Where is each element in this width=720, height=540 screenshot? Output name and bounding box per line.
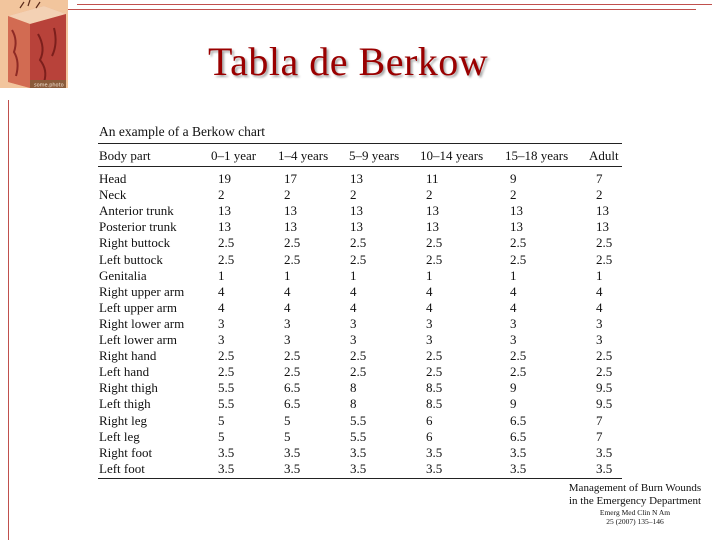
row-value-cell: 13 [596, 219, 609, 235]
row-value-cell: 3 [284, 332, 291, 347]
table-row [99, 187, 623, 203]
row-value-cell: 2.5 [426, 235, 443, 251]
row-value-cell: 7 [596, 171, 603, 186]
row-value-cell: 13 [218, 219, 231, 235]
row-value-cell: 13 [510, 203, 523, 219]
table-row [99, 300, 623, 316]
row-value-cell: 13 [350, 219, 363, 235]
table-header-row [99, 148, 623, 164]
row-body-part-label: Head [99, 171, 127, 186]
row-value-cell: 3.5 [426, 460, 443, 476]
row-value-cell: 1 [218, 267, 225, 283]
row-value-cell: 2.5 [596, 364, 613, 380]
row-value-cell: 3 [510, 315, 517, 331]
row-value-cell: 3.5 [218, 444, 235, 460]
row-value-cell: 13 [284, 203, 297, 219]
row-body-part-label: Left hand [99, 364, 150, 380]
row-value-cell: 13 [284, 219, 297, 235]
row-value-cell: 4 [596, 299, 603, 315]
row-value-cell: 2.5 [218, 251, 235, 267]
table-caption: An example of a Berkow chart [99, 124, 266, 139]
row-value-cell: 2.5 [218, 235, 235, 251]
table-row [99, 171, 623, 187]
row-value-cell: 2.5 [284, 235, 301, 251]
row-value-cell: 9 [510, 380, 517, 396]
citation-line-2: in the Emergency Department [568, 495, 702, 507]
row-value-cell: 6 [426, 428, 433, 444]
row-value-cell: 17 [284, 171, 297, 186]
row-value-cell: 4 [284, 283, 291, 299]
table-row [99, 348, 623, 364]
row-value-cell: 3 [596, 315, 603, 331]
row-body-part-label: Left thigh [99, 396, 151, 412]
row-value-cell: 19 [218, 171, 231, 186]
row-body-part-label: Left lower arm [99, 332, 177, 347]
row-value-cell: 1 [596, 267, 603, 283]
row-value-cell: 2.5 [596, 348, 613, 364]
row-value-cell: 8 [350, 380, 357, 396]
table-top-rule [98, 143, 622, 144]
row-value-cell: 3.5 [218, 460, 235, 476]
skin-layers-thumbnail [0, 0, 68, 88]
row-value-cell: 6.5 [510, 412, 527, 428]
header-15-18-years: 15–18 years [505, 148, 569, 163]
row-body-part-label: Left upper arm [99, 299, 177, 315]
row-value-cell: 2.5 [426, 251, 443, 267]
row-value-cell: 5.5 [218, 380, 235, 396]
row-value-cell: 3.5 [510, 444, 527, 460]
table-row [99, 284, 623, 300]
row-value-cell: 2.5 [510, 348, 527, 364]
row-value-cell: 1 [284, 267, 291, 283]
row-value-cell: 13 [426, 203, 439, 219]
row-value-cell: 2.5 [350, 364, 367, 380]
table-row [99, 316, 623, 332]
row-value-cell: 3.5 [596, 444, 613, 460]
row-value-cell: 4 [426, 283, 433, 299]
table-row [99, 364, 623, 380]
header-5-9-years: 5–9 years [349, 148, 400, 163]
row-body-part-label: Posterior trunk [99, 219, 177, 235]
source-citation [540, 482, 720, 526]
row-value-cell: 6.5 [284, 380, 301, 396]
row-value-cell: 11 [426, 171, 439, 186]
row-value-cell: 5.5 [350, 412, 367, 428]
row-body-part-label: Right hand [99, 348, 157, 364]
row-value-cell: 9.5 [596, 396, 613, 412]
row-value-cell: 3 [218, 315, 225, 331]
row-value-cell: 3.5 [284, 460, 301, 476]
row-value-cell: 4 [350, 299, 357, 315]
row-value-cell: 13 [426, 219, 439, 235]
row-value-cell: 2.5 [284, 348, 301, 364]
row-body-part-label: Right buttock [99, 235, 171, 251]
row-value-cell: 2 [596, 187, 603, 203]
row-value-cell: 2.5 [596, 235, 613, 251]
row-value-cell: 3 [350, 332, 357, 347]
row-value-cell: 2.5 [350, 348, 367, 364]
row-value-cell: 1 [510, 267, 517, 283]
row-value-cell: 2.5 [218, 364, 235, 380]
table-header-rule [98, 166, 622, 167]
row-value-cell: 4 [218, 299, 225, 315]
row-value-cell: 3.5 [350, 460, 367, 476]
row-value-cell: 2.5 [284, 251, 301, 267]
row-value-cell: 2.5 [218, 348, 235, 364]
table-row [99, 203, 623, 219]
row-value-cell: 6.5 [510, 428, 527, 444]
row-value-cell: 4 [510, 299, 517, 315]
table-row [99, 429, 623, 445]
row-value-cell: 4 [426, 299, 433, 315]
row-value-cell: 5 [218, 412, 225, 428]
row-value-cell: 7 [596, 428, 603, 444]
table-bottom-rule [98, 478, 622, 479]
row-value-cell: 2.5 [510, 235, 527, 251]
table-row [99, 219, 623, 235]
row-value-cell: 2.5 [510, 364, 527, 380]
row-value-cell: 9 [510, 171, 517, 186]
row-value-cell: 13 [510, 219, 523, 235]
row-value-cell: 2.5 [350, 235, 367, 251]
header-body-part: Body part [99, 148, 151, 163]
row-value-cell: 5 [284, 412, 291, 428]
row-value-cell: 4 [284, 299, 291, 315]
table-row [99, 235, 623, 251]
row-value-cell: 5.5 [350, 428, 367, 444]
row-body-part-label: Right thigh [99, 380, 158, 396]
row-value-cell: 3 [510, 332, 517, 347]
row-value-cell: 3 [596, 332, 603, 347]
row-value-cell: 3.5 [596, 460, 613, 476]
row-value-cell: 2 [426, 187, 433, 203]
row-value-cell: 3 [426, 332, 433, 347]
row-value-cell: 3 [284, 315, 291, 331]
top-decorative-line-2 [58, 9, 696, 10]
row-value-cell: 5.5 [218, 396, 235, 412]
row-value-cell: 13 [218, 203, 231, 219]
row-value-cell: 4 [218, 283, 225, 299]
row-value-cell: 7 [596, 412, 603, 428]
row-value-cell: 3.5 [350, 444, 367, 460]
row-body-part-label: Right leg [99, 412, 148, 428]
row-value-cell: 6 [426, 412, 433, 428]
row-body-part-label: Right lower arm [99, 315, 185, 331]
row-value-cell: 2 [350, 187, 357, 203]
row-value-cell: 2.5 [510, 251, 527, 267]
row-value-cell: 2.5 [426, 348, 443, 364]
row-value-cell: 5 [284, 428, 291, 444]
row-value-cell: 2.5 [426, 364, 443, 380]
row-body-part-label: Anterior trunk [99, 203, 174, 219]
row-value-cell: 3 [350, 315, 357, 331]
row-body-part-label: Genitalia [99, 267, 147, 283]
table-row [99, 396, 623, 412]
row-value-cell: 2 [284, 187, 291, 203]
table-row [99, 413, 623, 429]
row-value-cell: 5 [218, 428, 225, 444]
row-value-cell: 2 [218, 187, 225, 203]
row-value-cell: 8.5 [426, 396, 443, 412]
row-body-part-label: Left foot [99, 460, 145, 476]
header-0-1-year: 0–1 year [211, 148, 257, 163]
row-value-cell: 2.5 [350, 251, 367, 267]
table-row [99, 268, 623, 284]
row-value-cell: 4 [350, 283, 357, 299]
citation-line-1: Management of Burn Wounds [568, 482, 702, 494]
thumbnail-watermark: some.photo [34, 82, 64, 88]
row-value-cell: 3 [218, 332, 225, 347]
table-row [99, 380, 623, 396]
citation-line-4: 25 (2007) 135–146 [606, 517, 664, 526]
left-decorative-line [8, 100, 9, 540]
row-body-part-label: Left buttock [99, 251, 163, 267]
row-value-cell: 3.5 [284, 444, 301, 460]
header-adult: Adult [589, 148, 619, 163]
row-body-part-label: Right foot [99, 444, 153, 460]
table-row [99, 445, 623, 461]
row-value-cell: 8 [350, 396, 357, 412]
row-value-cell: 4 [510, 283, 517, 299]
row-value-cell: 13 [350, 203, 363, 219]
row-body-part-label: Right upper arm [99, 283, 185, 299]
top-decorative-line [77, 4, 712, 5]
header-10-14-years: 10–14 years [420, 148, 484, 163]
row-value-cell: 9.5 [596, 380, 613, 396]
row-value-cell: 8.5 [426, 380, 443, 396]
row-value-cell: 1 [426, 267, 433, 283]
row-value-cell: 6.5 [284, 396, 301, 412]
table-row [99, 252, 623, 268]
table-row [99, 461, 623, 477]
citation-line-3: Emerg Med Clin N Am [599, 508, 671, 517]
row-body-part-label: Left leg [99, 428, 140, 444]
row-value-cell: 4 [596, 283, 603, 299]
table-row [99, 332, 623, 348]
row-value-cell: 13 [596, 203, 609, 219]
row-value-cell: 2.5 [284, 364, 301, 380]
row-value-cell: 9 [510, 396, 517, 412]
header-1-4-years: 1–4 years [278, 148, 329, 163]
row-value-cell: 3.5 [510, 460, 527, 476]
row-value-cell: 13 [350, 171, 363, 186]
row-value-cell: 2 [510, 187, 517, 203]
row-value-cell: 1 [350, 267, 357, 283]
row-value-cell: 3 [426, 315, 433, 331]
row-value-cell: 2.5 [596, 251, 613, 267]
row-body-part-label: Neck [99, 187, 127, 203]
slide-title: Tabla de Berkow [208, 39, 489, 84]
row-value-cell: 3.5 [426, 444, 443, 460]
